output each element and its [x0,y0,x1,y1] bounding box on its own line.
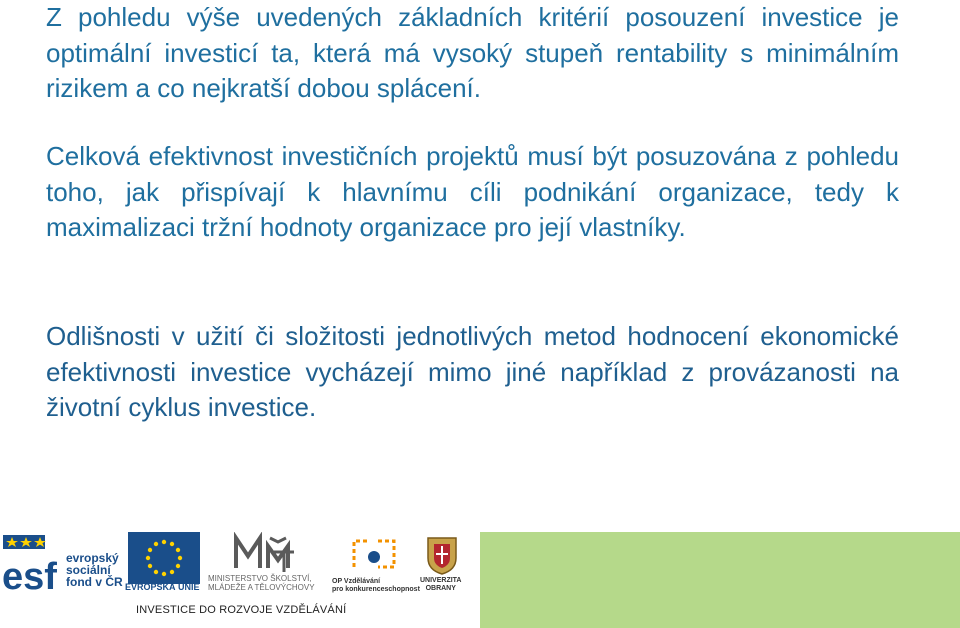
op-label [332,578,420,594]
msmt-label-line-1: MINISTERSTVO ŠKOLSTVÍ, [208,574,312,583]
paragraph-1: Z pohledu výše uvedených základních kritérií posouzení investice je optimální investicí ta, která má vysoký stupeň rentability s minimálním rizikem a co nejkratší dobou splácení. [46,2,899,103]
esf-label [66,552,123,588]
msmt-label [208,574,315,592]
op-label-line-2: pro konkurenceschopnost [332,586,420,593]
university-label-line-2: OBRANY [425,585,456,592]
footer-tagline: INVESTICE DO ROZVOJE VZDĚLÁVÁNÍ [136,604,347,616]
esf-label-line-1: evropský [66,551,119,565]
op-logo-icon [348,533,400,575]
paragraph-2: Celková efektivnost investičních projektů musí být posuzována z pohledu toho, jak přispívají k hlavnímu cíli podnikání organizace, tedy k maximalizaci tržní hodnoty organizace pro její vlastníky. [46,141,899,242]
op-label-line-1: OP Vzdělávání [332,578,381,585]
msmt-logo-icon [230,532,300,574]
esf-logo-text: esf [2,556,57,598]
university-crest-icon [422,532,462,576]
esf-label-line-3: fond v ČR [66,575,123,589]
esf-label-line-2: sociální [66,563,111,577]
paragraph-3: Odlišnosti v užití či složitosti jednotlivých metod hodnocení ekonomické efektivnosti investice vycházejí mimo jiné například z provázanosti na životní cyklus investice. [46,321,899,422]
eu-flag-icon [128,532,200,584]
university-label-line-1: UNIVERZITA [420,577,462,584]
footer-green-block [480,532,960,628]
university-label [420,577,461,593]
msmt-label-line-2: MLÁDEŽE A TĚLOVÝCHOVY [208,583,315,592]
eu-label: EVROPSKÁ UNIE [125,582,200,592]
